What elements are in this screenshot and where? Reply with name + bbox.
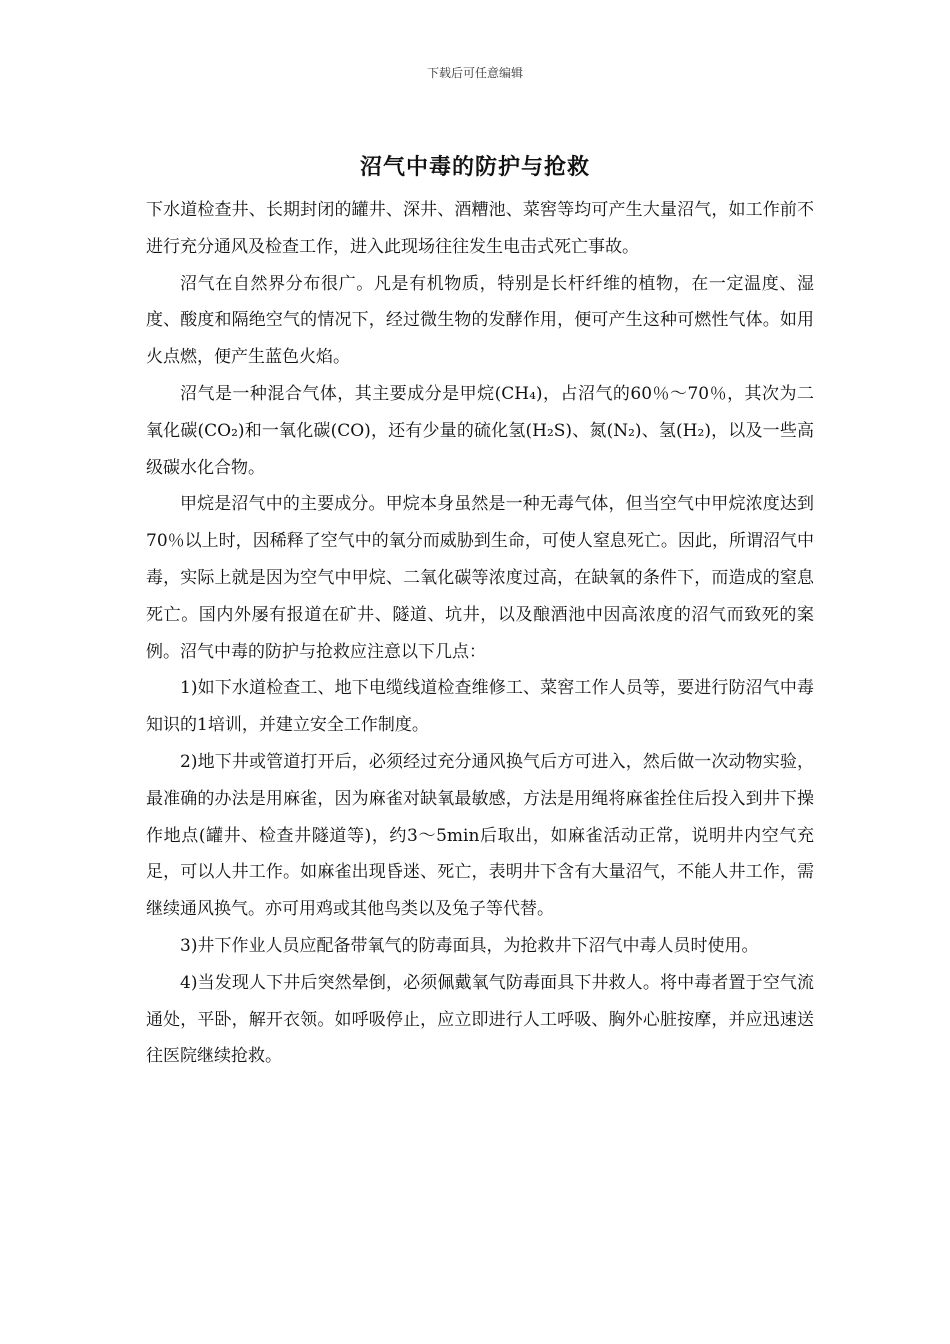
paragraph-distribution: 沼气在自然界分布很广。凡是有机物质，特别是长杆纤维的植物，在一定温度、湿度、酸度和隔绝空气的情况下，经过微生物的发酵作用，便可产生这种可燃性气体。如用火点燃，便产生蓝色火焰。 [146, 273, 814, 368]
paragraph-methane: 甲烷是沼气中的主要成分。甲烷本身虽然是一种无毒气体，但当空气中甲烷浓度达到70％以上时，因稀释了空气中的氧分而威胁到生命，可使人窒息死亡。因此，所谓沼气中毒，实际上就是因为空气中甲烷、二氧化碳等浓度过高，在缺氧的条件下，而造成的窒息死亡。国内外屡有报道在矿井、隧道、坑井，以及酿酒池中因高浓度的沼气而致死的案例。沼气中毒的防护与抢救应注意以下几点： [146, 494, 814, 662]
paragraph-point-1: 1)如下水道检查工、地下电缆线道检查维修工、菜窖工作人员等，要进行防沼气中毒知识的1培训，并建立安全工作制度。 [146, 678, 814, 736]
paragraph-intro: 下水道检查井、长期封闭的罐井、深井、酒糟池、菜窖等均可产生大量沼气，如工作前不进行充分通风及检查工作，进入此现场往往发生电击式死亡事故。 [146, 200, 814, 257]
paragraph-point-4: 4)当发现人下井后突然晕倒，必须佩戴氧气防毒面具下井救人。将中毒者置于空气流通处，平卧，解开衣领。如呼吸停止，应立即进行人工呼吸、胸外心脏按摩，并应迅速送往医院继续抢救。 [146, 972, 814, 1067]
header-note: 下载后可任意编辑 [426, 66, 523, 80]
document-body [146, 192, 814, 1075]
paragraph-point-2: 2)地下井或管道打开后，必须经过充分通风换气后方可进入，然后做一次动物实验，最准确的办法是用麻雀，因为麻雀对缺氧最敏感，方法是用绳将麻雀拴住后投入到井下操作地点(罐井、检查井隧道等)，约3～5min后取出，如麻雀活动正常，说明井内空气充足，可以人井工作。如麻雀出现昏迷、死亡，表明井下含有大量沼气，不能人井工作，需继续通风换气。亦可用鸡或其他鸟类以及兔子等代替。 [146, 751, 814, 920]
document-title: 沼气中毒的防护与抢救 [359, 154, 590, 180]
paragraph-composition: 沼气是一种混合气体，其主要成分是甲烷(CH₄)，占沼气的60％～70％，其次为二氧化碳(CO₂)和一氧化碳(CO)，还有少量的硫化氢(H₂S)、氮(N₂)、氢(H₂)，以及一些高级碳水化合物。 [146, 383, 814, 478]
paragraph-point-3: 3)井下作业人员应配备带氧气的防毒面具，为抢救井下沼气中毒人员时使用。 [180, 935, 759, 956]
